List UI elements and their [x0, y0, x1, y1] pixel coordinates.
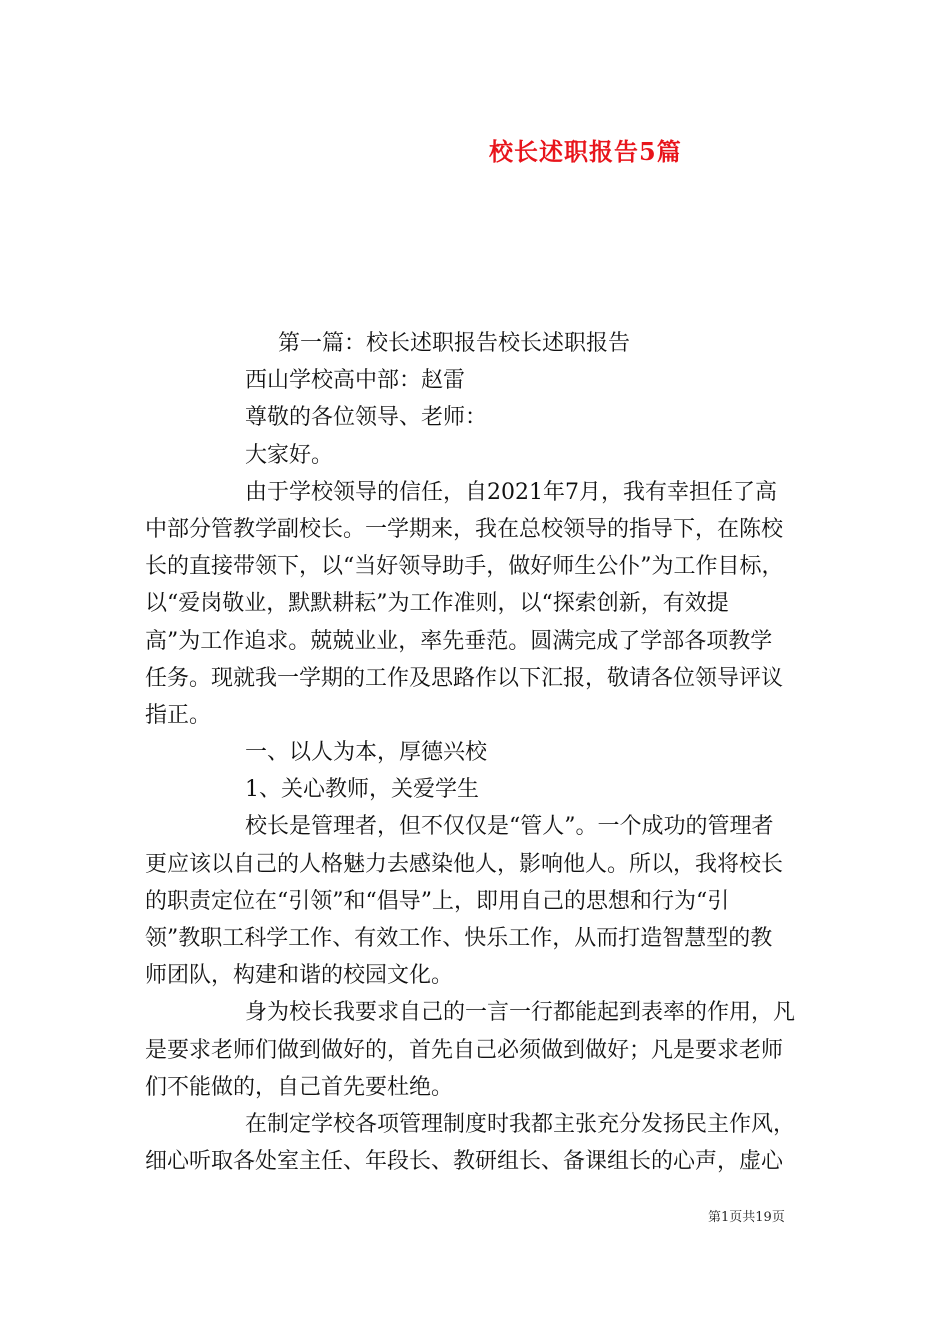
subsection-heading: 1、关心教师，关爱学生 [245, 777, 479, 803]
paragraph-line: 更应该以自己的人格魅力去感染他人，影响他人。所以，我将校长 [145, 851, 784, 877]
document-title: 校长述职报告5篇 [489, 137, 682, 166]
paragraph-line: 指正。 [145, 702, 212, 728]
paragraph-line: 校长是管理者，但不仅仅是“管人”。一个成功的管理者 [245, 814, 774, 840]
paragraph-line: 的职责定位在“引领”和“倡导”上，即用自己的思想和行为“引 [145, 888, 730, 914]
author-line: 西山学校高中部：赵雷 [245, 368, 466, 394]
paragraph-line: 身为校长我要求自己的一言一行都能起到表率的作用，凡 [245, 1000, 796, 1026]
paragraph-line: 是要求老师们做到做好的，首先自己必须做到做好；凡是要求老师 [145, 1037, 784, 1063]
paragraph-line: 以“爱岗敬业，默默耕耘”为工作准则，以“探索创新，有效提 [145, 591, 729, 617]
paragraph-line: 领”教职工科学工作、有效工作、快乐工作，从而打造智慧型的教 [145, 926, 773, 951]
page-number-footer: 第1页共19页 [708, 1210, 785, 1225]
section-heading: 第一篇：校长述职报告校长述职报告 [278, 331, 631, 356]
subsection-heading: 一、以人为本，厚德兴校 [245, 740, 488, 766]
paragraph-line: 师团队，构建和谐的校园文化。 [145, 963, 454, 989]
paragraph-line: 细心听取各处室主任、年段长、教研组长、备课组长的心声，虚心 [145, 1149, 784, 1175]
paragraph-line: 高”为工作追求。兢兢业业，率先垂范。圆满完成了学部各项教学 [145, 628, 773, 654]
paragraph-line: 任务。现就我一学期的工作及思路作以下汇报，敬请各位领导评议 [145, 665, 784, 691]
paragraph-line: 们不能做的，自己首先要杜绝。 [145, 1074, 454, 1100]
salutation-line: 尊敬的各位领导、老师： [245, 405, 488, 431]
paragraph-line: 在制定学校各项管理制度时我都主张充分发扬民主作风， [245, 1111, 796, 1137]
paragraph-line: 由于学校领导的信任，自2021年7月，我有幸担任了高 [245, 479, 777, 505]
paragraph-line: 长的直接带领下，以“当好领导助手，做好师生公仆”为工作目标， [145, 554, 784, 580]
paragraph-line: 中部分管教学副校长。一学期来，我在总校领导的指导下，在陈校 [145, 516, 784, 542]
document-body [145, 325, 810, 1180]
greeting-line: 大家好。 [245, 442, 334, 468]
